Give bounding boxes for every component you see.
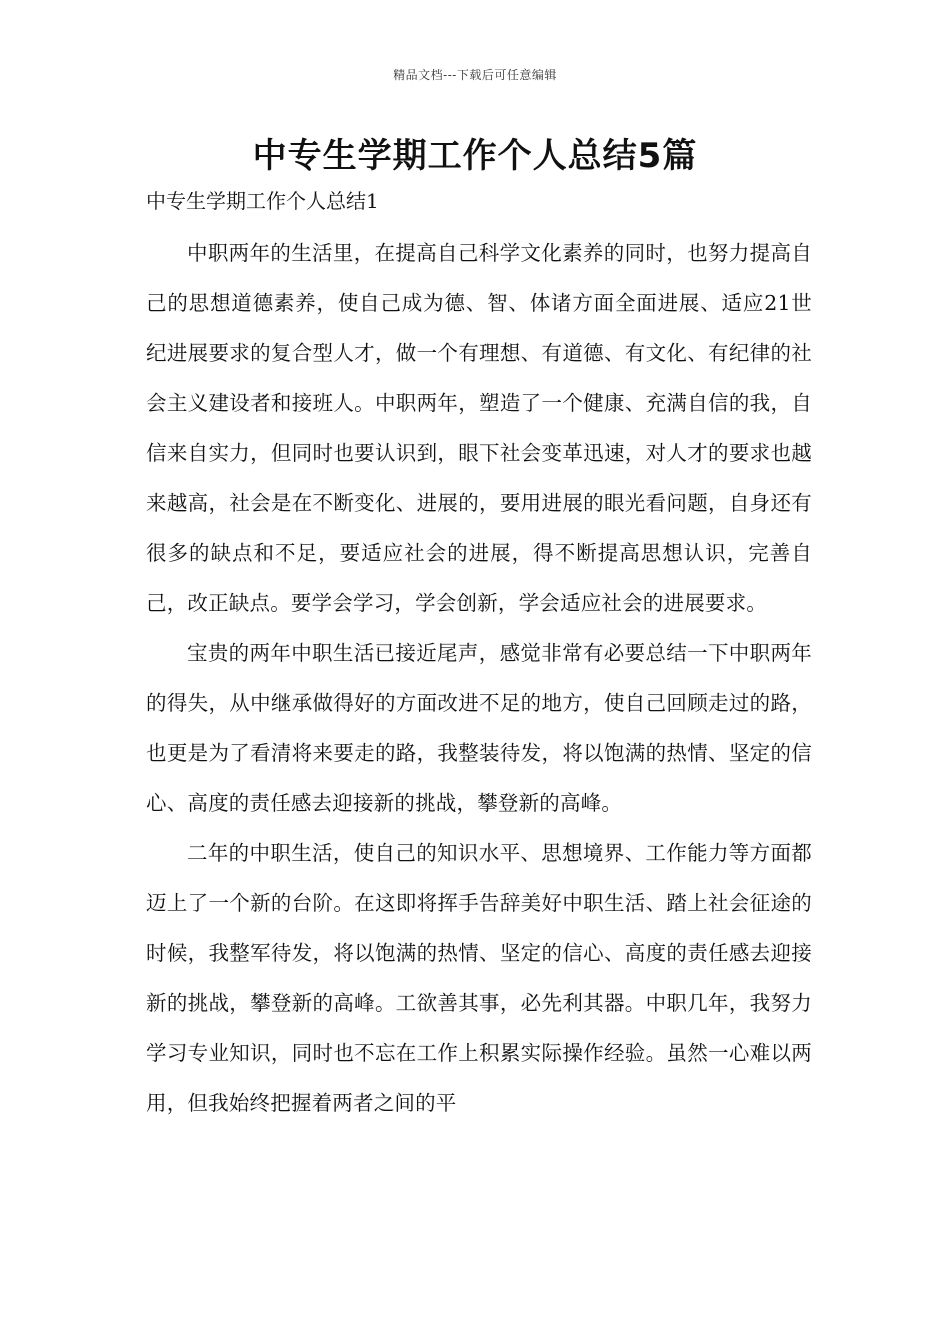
document-body bbox=[146, 228, 812, 1128]
header-note: 精品文档---下载后可任意编辑 bbox=[393, 68, 557, 82]
paragraph: 中职两年的生活里，在提高自己科学文化素养的同时，也努力提高自己的思想道德素养，使自己成为德、智、体诸方面全面进展、适应21世纪进展要求的复合型人才，做一个有理想、有道德、有文化、有纪律的社会主义建设者和接班人。中职两年，塑造了一个健康、充满自信的我，自信来自实力，但同时也要认识到，眼下社会变革迅速，对人才的要求也越来越高，社会是在不断变化、进展的，要用进展的眼光看问题，自身还有很多的缺点和不足，要适应社会的进展，得不断提高思想认识，完善自己，改正缺点。要学会学习，学会创新，学会适应社会的进展要求。 bbox=[146, 241, 812, 615]
paragraph: 二年的中职生活，使自己的知识水平、思想境界、工作能力等方面都迈上了一个新的台阶。在这即将挥手告辞美好中职生活、踏上社会征途的时候，我整军待发，将以饱满的热情、坚定的信心、高度的责任感去迎接新的挑战，攀登新的高峰。工欲善其事，必先利其器。中职几年，我努力学习专业知识，同时也不忘在工作上积累实际操作经验。虽然一心难以两用，但我始终把握着两者之间的平 bbox=[146, 841, 812, 1115]
paragraph: 宝贵的两年中职生活已接近尾声，感觉非常有必要总结一下中职两年的得失，从中继承做得好的方面改进不足的地方，使自己回顾走过的路，也更是为了看清将来要走的路，我整装待发，将以饱满的热情、坚定的信心、高度的责任感去迎接新的挑战，攀登新的高峰。 bbox=[146, 641, 812, 815]
section-heading: 中专生学期工作个人总结1 bbox=[146, 189, 379, 213]
document-title: 中专生学期工作个人总结5篇 bbox=[252, 136, 698, 176]
